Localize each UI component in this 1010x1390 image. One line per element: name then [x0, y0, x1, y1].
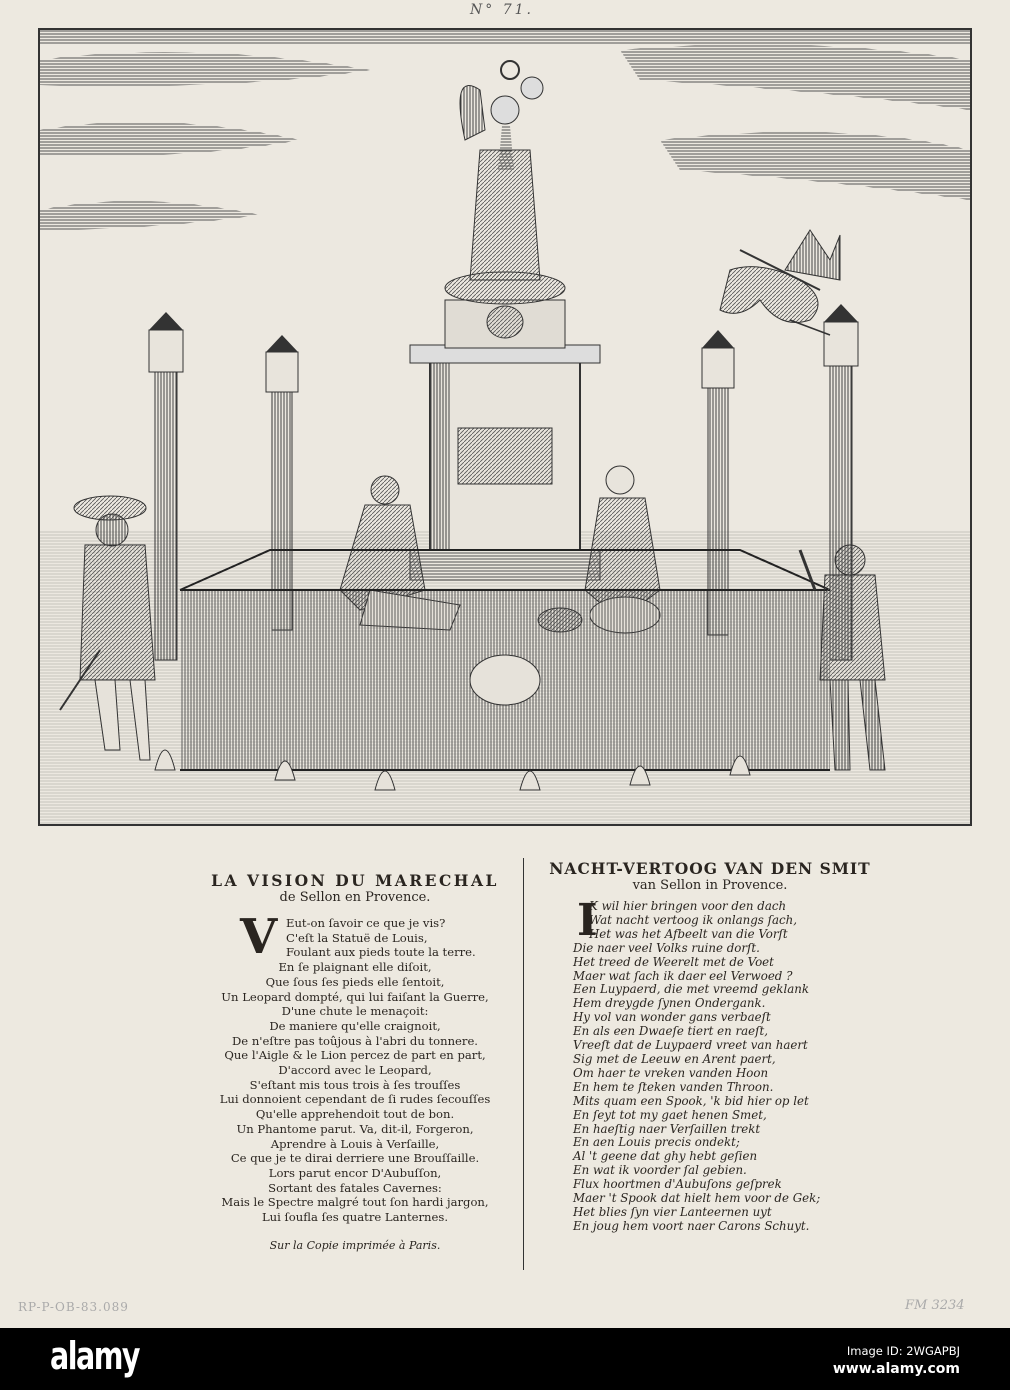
- verse-line: Flux hoortmen d'Aubuſons geſprek: [573, 1177, 782, 1192]
- verse-line: Het blies ſyn vier Lanteernen uyt: [573, 1204, 772, 1219]
- verse-line: Un Leopard dompté, qui lui faiſant la Guerre,: [221, 989, 489, 1004]
- verse-line: Lui donnoient cependant de ſi rudes ſecouſſes: [219, 1092, 491, 1107]
- engraving-illustration: [40, 30, 970, 824]
- verse-line: Foulant aux pieds toute la terre.: [286, 945, 476, 960]
- plate-number: N° 71.: [470, 2, 534, 18]
- bat-wing: [785, 230, 840, 280]
- verse-line: Die naer veel Volks ruine dorſt.: [573, 940, 760, 955]
- verse-line: En ſe plaignant elle diſoit,: [278, 960, 432, 975]
- verse-line: D'accord avec le Leopard,: [278, 1063, 432, 1078]
- alamy-logo: alamy: [50, 1334, 140, 1378]
- dutch-subtitle: van Sellon in Provence.: [632, 878, 788, 893]
- verse-line: Lui ſoufla ſes quatre Lanternes.: [261, 1210, 449, 1225]
- inventory-number: RP-P-OB-83.089: [18, 1300, 129, 1314]
- verse-line: Een Luypaerd, die met vreemd geklank: [573, 982, 809, 997]
- verse-line: Eut-on ſavoir ce que je vis?: [286, 916, 446, 930]
- verse-line: Qu'elle apprehendoit tout de bon.: [255, 1107, 455, 1122]
- verse-line: Sortant des fatales Cavernes:: [268, 1180, 442, 1195]
- verse-line: Mits quam een Spook, 'k bid hier op let: [573, 1093, 809, 1108]
- column-divider: [523, 858, 524, 1270]
- verse-line: K wil hier bringen voor den dach: [589, 899, 787, 913]
- french-poem: [190, 872, 520, 1252]
- image-id: Image ID: 2WGAPBJ: [846, 1344, 960, 1358]
- dutch-title: NACHT-VERTOOG VAN DEN SMIT: [549, 859, 871, 878]
- site-url: www.alamy.com: [832, 1361, 960, 1377]
- french-title: LA VISION DU MARECHAL: [211, 871, 499, 890]
- watermark-footer: [0, 1328, 1010, 1390]
- verse-line: De n'eſtre pas toûjous à l'abri du tonnere.: [231, 1033, 478, 1048]
- verse-line: Wat nacht vertoog ik onlangs ſach,: [589, 912, 797, 927]
- verse-line: Que l'Aigle & le Lion percez de part en part,: [224, 1048, 486, 1063]
- verse-line: D'une chute le menaçoit:: [281, 1004, 429, 1019]
- flying-demon: [720, 230, 840, 335]
- verse-line: Ce que je te dirai derriere une Brouſſaille.: [230, 1151, 480, 1166]
- verse-line: C'eſt la Statuë de Louis,: [286, 930, 428, 945]
- laurel-wreath: [501, 61, 519, 79]
- imprint: Sur la Copie imprimée à Paris.: [269, 1238, 441, 1252]
- verse-line: Maer wat ſach ik daer eel Verwoed ?: [573, 968, 793, 983]
- verse-line: Vreeſt dat de Luypaerd vreet van haert: [573, 1038, 808, 1053]
- verse-line: En hem te ſteken vanden Throon.: [573, 1079, 774, 1094]
- drop-cap: V: [240, 909, 278, 965]
- french-subtitle: de Sellon en Provence.: [279, 890, 431, 905]
- verse-line: Mais le Spectre malgré tout ſon hardi jargon,: [221, 1195, 489, 1210]
- verse-line: Om haer te vreken vanden Hoon: [573, 1065, 769, 1080]
- verse-line: Hem dreygde ſynen Ondergank.: [573, 996, 766, 1011]
- statue-of-louis: [445, 61, 565, 304]
- verse-line: Aprendre à Louis à Verſaille,: [270, 1136, 440, 1151]
- relief-panel: [458, 428, 552, 484]
- verse-line: En ſeyt tot my gaet henen Smet,: [573, 1107, 767, 1122]
- verse-line: En als een Dwaeſe tiert en raeſt,: [573, 1024, 769, 1039]
- verse-line: Hy vol van wonder gans verbaeſt: [573, 1010, 771, 1025]
- verse-line: De maniere qu'elle craignoit,: [269, 1018, 441, 1033]
- pedestal: [410, 300, 600, 580]
- royal-arms: [487, 306, 523, 338]
- wings: [460, 86, 485, 140]
- dutch-poem: [540, 860, 880, 1234]
- verse-line: En wat ik voorder ſal gebien.: [573, 1163, 747, 1178]
- verse-line: Un Phantome parut. Va, dit-il, Forgeron,: [236, 1121, 474, 1136]
- coat-of-arms: [470, 655, 540, 705]
- engraving-plate: [38, 28, 972, 826]
- verse-line: En joug hem voort naer Carons Schuyt.: [573, 1218, 810, 1233]
- verse-line: Que ſous ſes pieds elle ſentoit,: [265, 974, 445, 989]
- verse-line: Het was het Afbeelt van die Vorſt: [589, 926, 788, 941]
- collection-mark: FM 3234: [905, 1298, 965, 1313]
- verse-line: Het treed de Weerelt met de Voet: [573, 954, 774, 969]
- verse-line: Al 't geene dat ghy hebt geſien: [573, 1149, 758, 1164]
- verse-line: S'eſtant mis tous trois à ſes trouſſes: [249, 1077, 461, 1092]
- victory-figure: [521, 77, 543, 99]
- verse-line: Sig met de Leeuw en Arent paert,: [573, 1051, 776, 1066]
- verse-line: Maer 't Spook dat hielt hem voor de Gek;: [573, 1191, 821, 1206]
- drop-cap: I: [577, 895, 598, 946]
- verse-line: En haeſtig naer Verſaillen trekt: [573, 1121, 761, 1136]
- verse-line: Lors parut encor D'Aubuſſon,: [268, 1165, 442, 1180]
- verse-line: En aen Louis precis ondekt;: [573, 1135, 740, 1150]
